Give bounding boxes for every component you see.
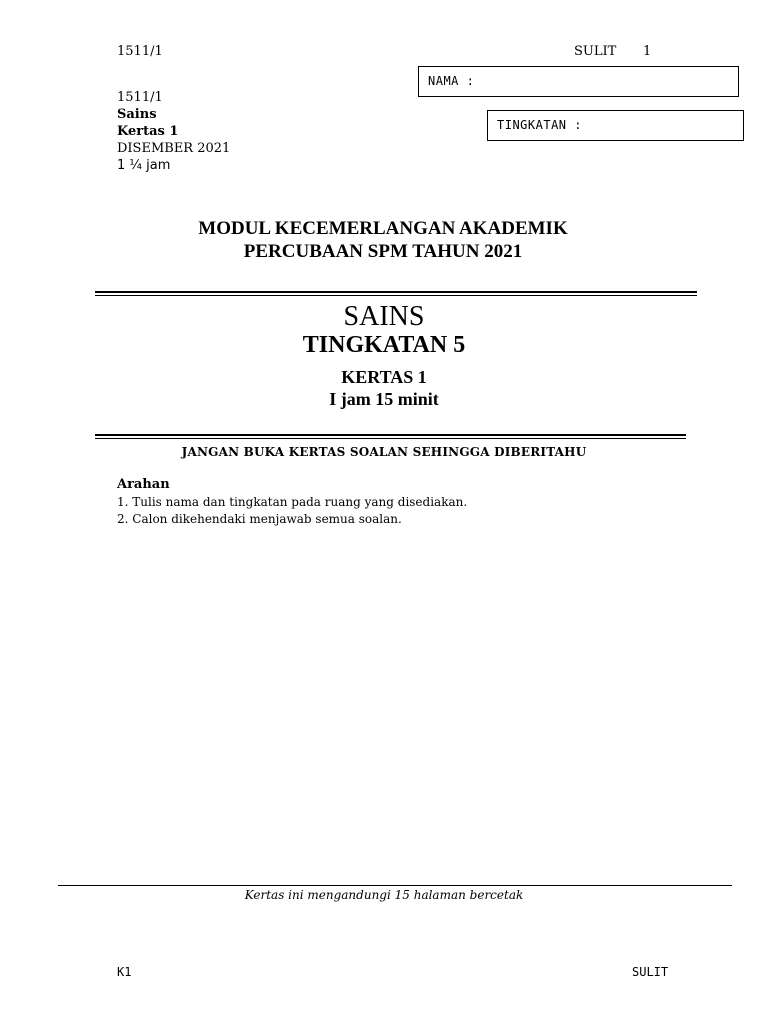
form-title: TINGKATAN 5: [302, 332, 466, 358]
header-paper-code: 1511/1: [117, 44, 163, 59]
paper-title: KERTAS 1: [341, 367, 427, 387]
nama-field-label: NAMA :: [428, 74, 475, 88]
meta-duration: 1 ¼ jam: [117, 158, 171, 173]
instruction-item: 1. Tulis nama dan tingkatan pada ruang yang disediakan.: [117, 495, 468, 509]
instructions-heading: Arahan: [117, 477, 170, 492]
footer-left-label: K1: [117, 965, 132, 979]
meta-paper-code: 1511/1: [117, 90, 163, 105]
header-sulit-label: SULIT: [574, 44, 617, 59]
bottom-double-rule: [95, 434, 686, 439]
module-title-line2: PERCUBAAN SPM TAHUN 2021: [243, 241, 523, 262]
nama-field-box[interactable]: [418, 66, 739, 97]
meta-paper: Kertas 1: [117, 124, 179, 139]
footer-rule: [58, 885, 732, 886]
meta-date: DISEMBER 2021: [117, 141, 231, 156]
tingkatan-field-label: TINGKATAN :: [497, 118, 582, 132]
do-not-open-warning: JANGAN BUKA KERTAS SOALAN SEHINGGA DIBERITAHU: [181, 445, 587, 459]
module-title-line1: MODUL KECEMERLANGAN AKADEMIK: [198, 218, 568, 239]
subject-title: SAINS: [343, 301, 425, 332]
footer-sulit-label: SULIT: [632, 965, 669, 979]
header-page-number: 1: [643, 44, 652, 59]
meta-subject: Sains: [117, 107, 157, 122]
instruction-item: 2. Calon dikehendaki menjawab semua soalan.: [117, 512, 402, 526]
top-double-rule: [95, 291, 697, 296]
footer-page-count-note: Kertas ini mengandungi 15 halaman bercetak: [244, 888, 524, 902]
time-title: I jam 15 minit: [329, 389, 439, 409]
tingkatan-field-box[interactable]: [487, 110, 744, 141]
